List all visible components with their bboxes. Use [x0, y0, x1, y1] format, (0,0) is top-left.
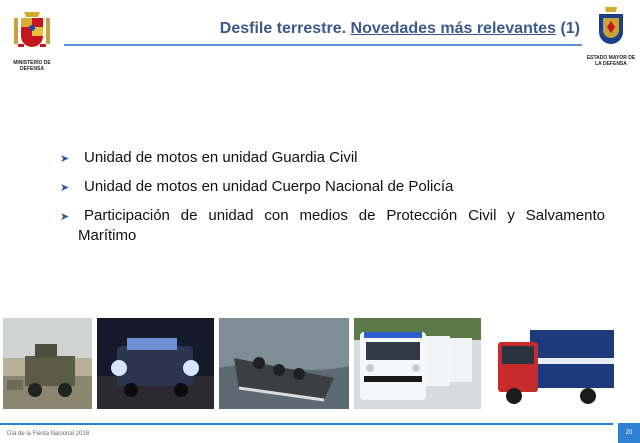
estado-mayor-logo — [585, 5, 637, 71]
rescue-boat-photo — [219, 318, 349, 409]
ministerio-defensa-logo — [8, 8, 56, 70]
arrow-bullet-icon: ➤ — [60, 153, 70, 165]
title-suffix: (1) — [560, 20, 580, 37]
bullet-item — [60, 177, 605, 197]
slide-title — [70, 20, 580, 38]
bullet-text: Participación de unidad con medios de Protección Civil y Salvamento Marítimo — [78, 207, 605, 244]
bullet-text: Unidad de motos en unidad Cuerpo Nacional de Policía — [84, 178, 454, 195]
arrow-bullet-icon: ➤ — [60, 182, 70, 194]
police-truck-photo — [490, 318, 617, 409]
emad-shield-icon — [596, 5, 626, 49]
left-logo-caption: MINISTERIO DE DEFENSA — [13, 60, 51, 72]
footer-divider — [0, 423, 613, 425]
title-link[interactable]: Novedades más relevantes — [350, 20, 556, 37]
page-number: 20 — [625, 430, 633, 436]
police-vans-photo — [354, 318, 481, 409]
footer-text: Día de la Fiesta Nacional 2018 — [7, 431, 90, 437]
title-divider — [64, 44, 582, 46]
spain-coat-of-arms-icon — [12, 8, 52, 54]
page-number-badge — [618, 423, 640, 443]
title-plain: Desfile terrestre. — [219, 20, 347, 37]
bullet-item — [60, 206, 605, 246]
right-logo-caption: ESTADO MAYOR DE LA DEFENSA — [586, 55, 636, 67]
night-police-vehicle-photo — [97, 318, 214, 409]
military-vehicle-photo — [3, 318, 92, 409]
arrow-bullet-icon: ➤ — [60, 211, 70, 223]
bullet-text: Unidad de motos en unidad Guardia Civil — [84, 149, 358, 166]
bullet-item — [60, 148, 605, 168]
bullet-list — [60, 148, 605, 255]
